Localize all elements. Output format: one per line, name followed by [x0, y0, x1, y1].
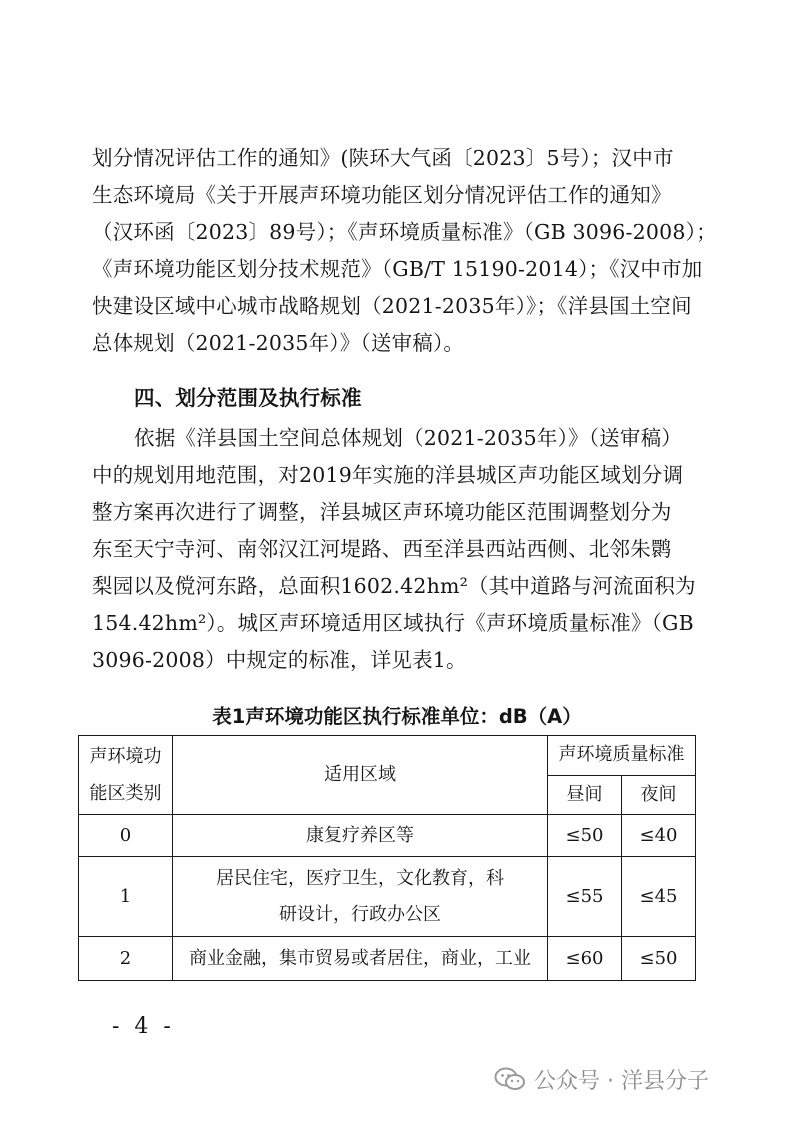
page-number: - 4 - [112, 1014, 175, 1039]
section-line-7: 3096-2008）中规定的标准，详见表1。 [92, 648, 467, 672]
header-category: 声环境功能区类别 [79, 736, 173, 815]
row-category: 1 [79, 857, 173, 937]
row-category: 0 [79, 815, 173, 857]
body-line-2: 生态环境局《关于开展声环境功能区划分情况评估工作的通知》 [92, 183, 672, 207]
table-header-row [79, 736, 696, 776]
section-line-3: 整方案再次进行了调整，洋县城区声环境功能区范围调整划分为 [92, 500, 672, 524]
table-row [79, 937, 696, 981]
standards-table [78, 735, 696, 981]
body-line-3: （汉环函〔2023〕89号）；《声环境质量标准》（GB 3096-2008）； [92, 220, 717, 244]
section-line-1: 依据《洋县国土空间总体规划（2021-2035年）》（送审稿） [134, 426, 682, 450]
table-caption: 表1声环境功能区执行标准单位：dB（A） [212, 705, 582, 728]
body-line-4: 《声环境功能区划分技术规范》（GB/T 15190-2014）；《汉中市加 [92, 257, 703, 281]
watermark-text: 公众号 · 洋县分子 [534, 1068, 709, 1094]
table-row [79, 857, 696, 937]
row-day-limit: ≤50 [548, 815, 622, 857]
row-area: 商业金融，集市贸易或者居住，商业，工业 [173, 937, 548, 981]
header-night: 夜间 [622, 775, 696, 815]
row-day-limit: ≤60 [548, 937, 622, 981]
body-line-5: 快建设区域中心城市战略规划（2021-2035年）》；《洋县国土空间 [92, 294, 692, 318]
row-night-limit: ≤40 [622, 815, 696, 857]
section-line-2: 中的规划用地范围，对2019年实施的洋县城区声功能区域划分调 [92, 463, 684, 487]
row-area: 居民住宅，医疗卫生，文化教育，科研设计，行政办公区 [173, 857, 548, 937]
section-heading: 四、划分范围及执行标准 [134, 386, 362, 410]
wechat-official-account-icon [494, 1066, 526, 1092]
section-line-5: 梨园以及傥河东路，总面积1602.42hm²（其中道路与河流面积为 [92, 574, 696, 598]
row-night-limit: ≤50 [622, 937, 696, 981]
header-day: 昼间 [548, 775, 622, 815]
row-area: 康复疗养区等 [173, 815, 548, 857]
header-standard: 声环境质量标准 [548, 736, 696, 776]
section-line-6: 154.42hm²）。城区声环境适用区域执行《声环境质量标准》（GB [92, 611, 694, 635]
table-row [79, 815, 696, 857]
section-line-4: 东至天宁寺河、南邻汉江河堤路、西至洋县西站西侧、北邻朱鹮 [92, 537, 672, 561]
header-area: 适用区域 [173, 736, 548, 815]
body-line-6: 总体规划（2021-2035年）》（送审稿）。 [92, 331, 465, 355]
watermark [494, 1062, 709, 1096]
row-day-limit: ≤55 [548, 857, 622, 937]
row-category: 2 [79, 937, 173, 981]
row-night-limit: ≤45 [622, 857, 696, 937]
body-line-1: 划分情况评估工作的通知》(陕环大气函〔2023〕5号）；汉中市 [92, 146, 674, 170]
